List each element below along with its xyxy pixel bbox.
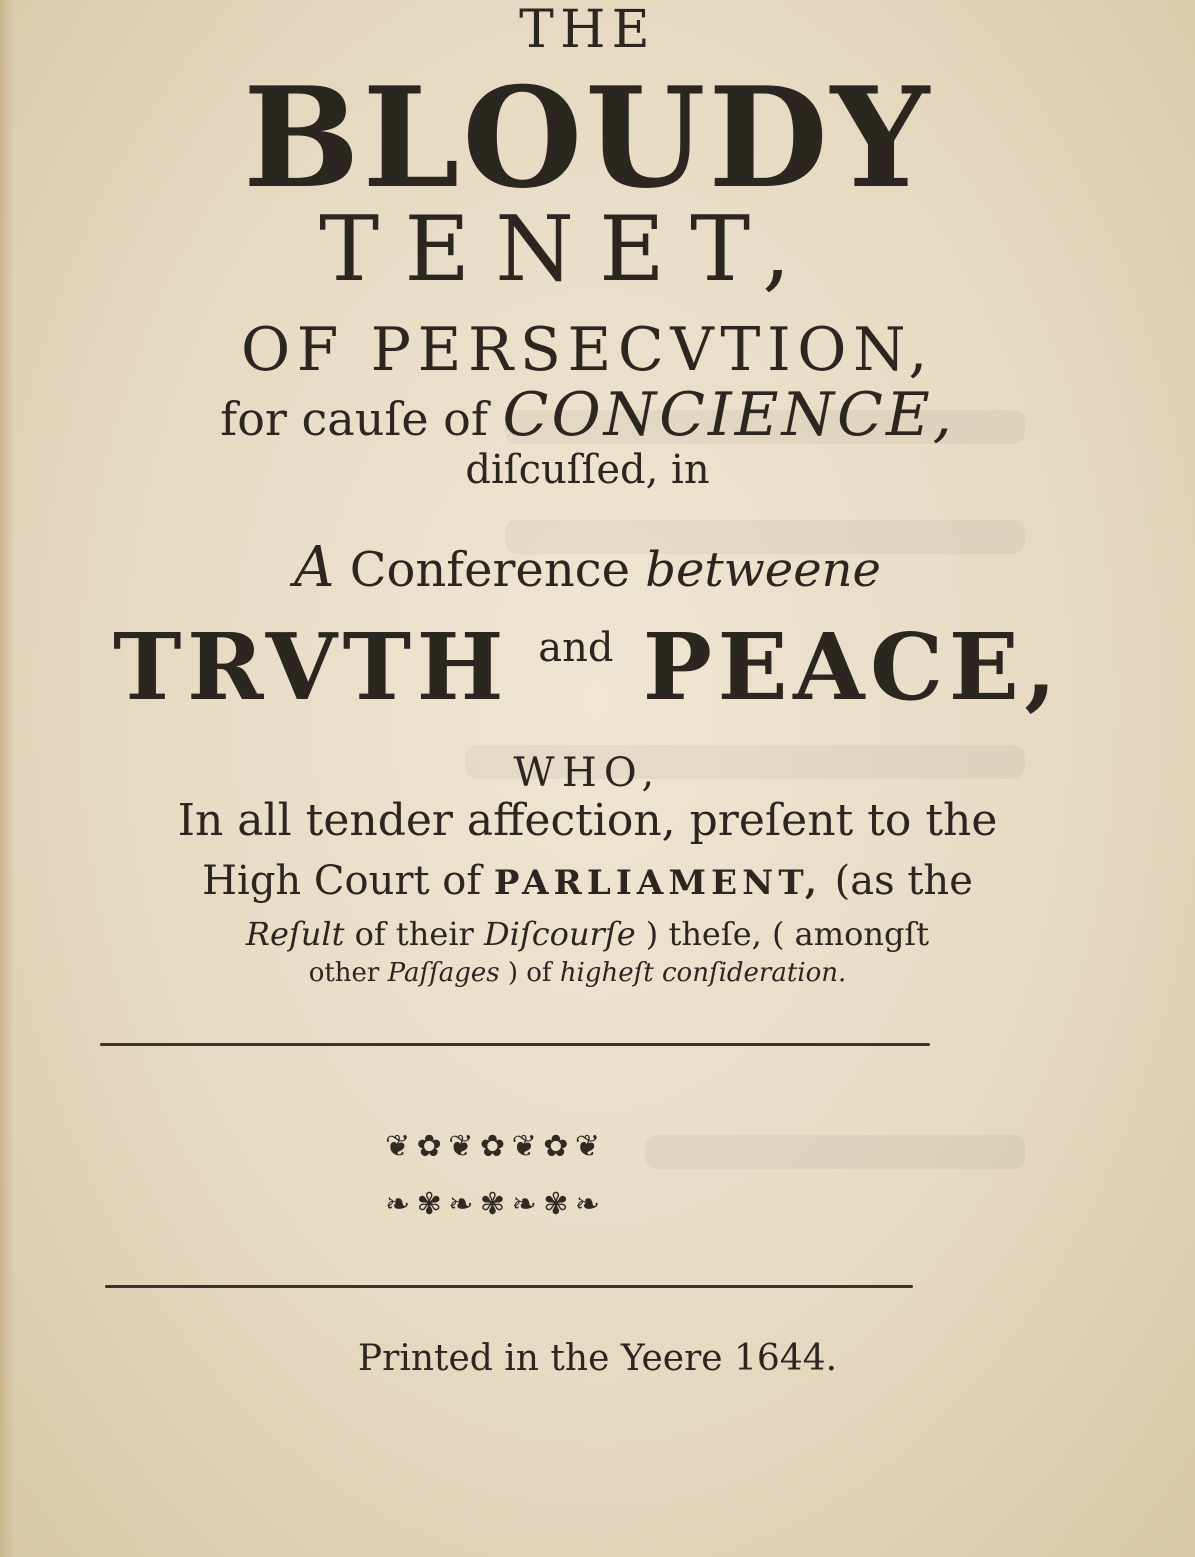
- fleuron-icon: ❧: [448, 1187, 474, 1222]
- fleuron-icon: ✾: [479, 1187, 506, 1222]
- fleuron-icon: ✾: [543, 1187, 569, 1222]
- ornament-bottom: [385, 1186, 600, 1224]
- who-line: WHO,: [513, 750, 662, 796]
- title-the: THE: [519, 0, 656, 60]
- conference-word: Conference: [349, 542, 631, 598]
- line-discussed: diſcuſſed, in: [465, 447, 710, 493]
- fleuron-icon: ✾: [416, 1187, 442, 1222]
- court-suffix: (as the: [834, 858, 973, 904]
- title-bloudy: BLOUDY: [243, 56, 932, 219]
- of-their: of their: [354, 915, 474, 953]
- fleuron-icon: ✿: [543, 1129, 569, 1164]
- betweene-word: betweene: [645, 542, 881, 598]
- fleuron-icon: ❧: [511, 1187, 537, 1222]
- line-affection: In all tender affection, preſent to the: [177, 795, 998, 846]
- other-prefix: other: [308, 958, 380, 988]
- cause-prefix: for cauſe of: [220, 392, 488, 446]
- truth-word: TRVTH: [113, 613, 510, 721]
- result-word: Reſult: [245, 915, 345, 953]
- line-truth-peace: [0, 612, 1185, 723]
- fleuron-icon: ❦: [385, 1129, 411, 1164]
- fleuron-icon: ❦: [511, 1129, 537, 1164]
- fleuron-icon: ❦: [448, 1129, 474, 1164]
- fleuron-icon: ✿: [416, 1129, 442, 1164]
- title-persecution: OF PERSECVTION,: [240, 315, 935, 385]
- imprint: Printed in the Yeere 1644.: [357, 1338, 838, 1379]
- line-court: [0, 858, 1185, 904]
- top-rule: [100, 1043, 930, 1046]
- ornament-top: [385, 1128, 600, 1166]
- line-cause: [0, 380, 1185, 450]
- discourse-word: Diſcourſe: [484, 915, 636, 953]
- line-other: [0, 958, 1175, 988]
- bleed-through: [645, 1135, 1025, 1169]
- fleuron-icon: ✿: [479, 1129, 506, 1164]
- conscience-word: CONCIENCE,: [502, 380, 955, 450]
- passages-word: Paſſages: [387, 958, 500, 988]
- line-result: [0, 915, 1185, 953]
- bottom-rule: [105, 1285, 913, 1288]
- fleuron-icon: ❦: [574, 1129, 600, 1164]
- court-prefix: High Court of: [202, 858, 482, 904]
- of-word: ) of: [507, 958, 552, 988]
- and-word: and: [538, 625, 614, 671]
- fleuron-icon: ❧: [574, 1187, 600, 1222]
- fleuron-icon: ❧: [385, 1187, 411, 1222]
- highest-consideration: higheſt conſideration.: [559, 958, 847, 988]
- these-amongst: ) theſe, ( amongſt: [645, 915, 930, 953]
- peace-word: PEACE,: [642, 613, 1062, 721]
- title-tenet: TENET,: [319, 197, 816, 302]
- line-conference: [0, 535, 1185, 600]
- parliament-word: PARLIAMENT,: [493, 863, 822, 903]
- conference-initial: A: [294, 535, 335, 600]
